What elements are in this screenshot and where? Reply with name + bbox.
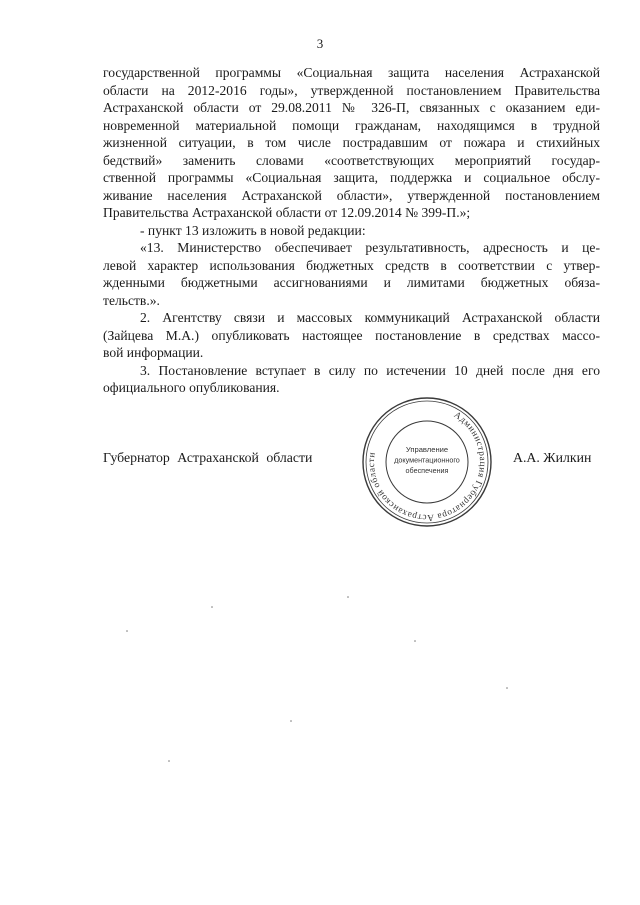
- text-line: Астраханской области от 29.08.2011 № 326-П, связанных с оказанием еди-: [103, 100, 600, 115]
- seal-center-line-2: документационного: [394, 455, 460, 465]
- text-line: Правительства Астраханской области от 12.09.2014 № 399-П.»;: [103, 205, 471, 220]
- scan-speck: [347, 596, 349, 598]
- seal-center-line-3: обеспечения: [405, 466, 449, 475]
- text-line: тельств.».: [103, 292, 160, 308]
- text-line: новременной материальной помощи гражданам, находящимся в трудной: [103, 117, 600, 133]
- scan-speck: [290, 720, 292, 722]
- scan-speck: [414, 640, 416, 642]
- text-line: жизненной ситуации, в том числе пострадавшим от пожара и стихийных: [103, 135, 600, 150]
- seal-ring-text: Администрация Губернатора Астраханской области: [365, 409, 489, 524]
- scan-speck: [126, 630, 128, 632]
- scan-speck: [506, 687, 508, 689]
- text-line: бедствий» заменить словами «соответствующих мероприятий государ-: [103, 152, 600, 168]
- text-line: - пункт 13 изложить в новой редакции:: [140, 222, 366, 238]
- page-number: 3: [316, 36, 324, 51]
- text-line: вой информации.: [103, 345, 204, 360]
- scan-speck: [168, 760, 170, 762]
- text-line: ственной программы «Социальная защита, поддержка и социальное обслу-: [103, 170, 600, 185]
- document-body: [103, 64, 600, 397]
- text-line: жденными бюджетными ассигнованиями и лимитами бюджетных обяза-: [103, 275, 600, 290]
- text-line: 2. Агентству связи и массовых коммуникаций Астраханской области: [140, 310, 600, 325]
- text-line: официального опубликования.: [103, 380, 280, 395]
- signatory-position: Губернатор Астраханской области: [103, 450, 313, 465]
- text-line: левой характер использования бюджетных средств в соответствии с утвер-: [103, 257, 600, 273]
- signatory-name: А.А. Жилкин: [513, 450, 592, 465]
- scan-speck: [211, 606, 213, 608]
- text-line: живание населения Астраханской области», утвержденной постановлением: [103, 187, 600, 203]
- text-line: государственной программы «Социальная защита населения Астраханской: [103, 65, 600, 80]
- official-seal: [361, 396, 493, 528]
- text-line: (Зайцева М.А.) опубликовать настоящее постановление в средствах массо-: [103, 327, 600, 343]
- text-line: «13. Министерство обеспечивает результативность, адресность и це-: [140, 240, 600, 255]
- text-line: области на 2012-2016 годы», утвержденной постановлением Правительства: [103, 82, 600, 98]
- seal-center-line-1: Управление: [405, 445, 449, 454]
- text-line: 3. Постановление вступает в силу по истечении 10 дней после дня его: [140, 362, 600, 378]
